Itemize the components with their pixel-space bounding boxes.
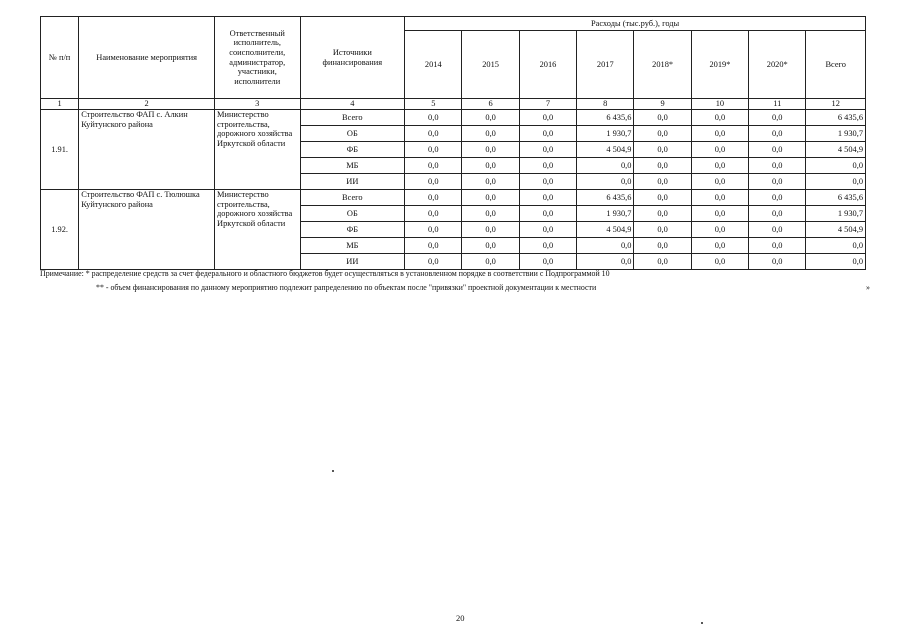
item-executor: Министерство строительства, дорожного хозяйства Иркутской области — [215, 110, 301, 190]
value-cell: 0,0 — [691, 142, 748, 158]
header-year: 2020* — [749, 31, 806, 99]
value-cell: 0,0 — [749, 206, 806, 222]
value-cell: 0,0 — [806, 238, 866, 254]
value-cell: 0,0 — [405, 238, 462, 254]
budget-table — [40, 16, 866, 270]
value-cell: 0,0 — [519, 222, 576, 238]
scan-speck — [332, 470, 334, 472]
value-cell: 0,0 — [634, 158, 691, 174]
value-cell: 0,0 — [519, 142, 576, 158]
value-cell: 1 930,7 — [577, 126, 634, 142]
value-cell: 0,0 — [691, 174, 748, 190]
column-number: 5 — [405, 99, 462, 110]
column-number: 7 — [519, 99, 576, 110]
value-cell: 0,0 — [519, 110, 576, 126]
value-cell: 0,0 — [691, 158, 748, 174]
value-cell: 0,0 — [462, 142, 519, 158]
header-expenses: Расходы (тыс.руб.), годы — [405, 17, 866, 31]
page-number: 20 — [456, 613, 465, 623]
value-cell: 0,0 — [749, 174, 806, 190]
value-cell: 0,0 — [634, 126, 691, 142]
value-cell: 0,0 — [577, 158, 634, 174]
header-year: 2018* — [634, 31, 691, 99]
header-executor: Ответственный исполнитель, соисполнители, администратор, участники, исполнители — [215, 17, 301, 99]
funding-source: ИИ — [300, 174, 405, 190]
value-cell: 0,0 — [691, 110, 748, 126]
value-cell: 0,0 — [634, 110, 691, 126]
funding-source: ИИ — [300, 254, 405, 270]
value-cell: 0,0 — [634, 190, 691, 206]
value-cell: 6 435,6 — [577, 110, 634, 126]
column-number: 8 — [577, 99, 634, 110]
value-cell: 0,0 — [634, 174, 691, 190]
value-cell: 0,0 — [749, 222, 806, 238]
header-year: 2017 — [577, 31, 634, 99]
value-cell: 6 435,6 — [806, 190, 866, 206]
value-cell: 0,0 — [462, 110, 519, 126]
value-cell: 0,0 — [806, 174, 866, 190]
column-number: 11 — [749, 99, 806, 110]
value-cell: 0,0 — [691, 254, 748, 270]
value-cell: 0,0 — [749, 190, 806, 206]
column-number: 1 — [41, 99, 79, 110]
value-cell: 0,0 — [462, 206, 519, 222]
value-cell: 0,0 — [749, 238, 806, 254]
value-cell: 0,0 — [749, 126, 806, 142]
table-row — [41, 110, 866, 126]
value-cell: 6 435,6 — [806, 110, 866, 126]
column-number: 10 — [691, 99, 748, 110]
value-cell: 4 504,9 — [577, 142, 634, 158]
item-number: 1.92. — [41, 190, 79, 270]
value-cell: 0,0 — [519, 206, 576, 222]
value-cell: 0,0 — [462, 126, 519, 142]
table-row — [41, 190, 866, 206]
value-cell: 0,0 — [691, 126, 748, 142]
funding-source: Всего — [300, 190, 405, 206]
value-cell: 0,0 — [749, 110, 806, 126]
funding-source: ОБ — [300, 206, 405, 222]
item-name: Строительство ФАП с. Тюлюшка Куйтунского района — [79, 190, 215, 270]
funding-source: МБ — [300, 158, 405, 174]
header-year: 2019* — [691, 31, 748, 99]
funding-source: ФБ — [300, 142, 405, 158]
header-year: Всего — [806, 31, 866, 99]
column-number: 12 — [806, 99, 866, 110]
value-cell: 0,0 — [462, 174, 519, 190]
funding-source: ФБ — [300, 222, 405, 238]
value-cell: 4 504,9 — [577, 222, 634, 238]
value-cell: 0,0 — [577, 174, 634, 190]
column-number: 3 — [215, 99, 301, 110]
header-name: Наименование мероприятия — [79, 17, 215, 99]
value-cell: 0,0 — [405, 110, 462, 126]
column-number: 6 — [462, 99, 519, 110]
header-num: № п/п — [41, 17, 79, 99]
column-number: 4 — [300, 99, 405, 110]
value-cell: 0,0 — [405, 190, 462, 206]
value-cell: 0,0 — [405, 254, 462, 270]
scan-speck — [701, 622, 703, 624]
value-cell: 0,0 — [691, 206, 748, 222]
value-cell: 0,0 — [519, 174, 576, 190]
value-cell: 0,0 — [405, 126, 462, 142]
item-executor: Министерство строительства, дорожного хозяйства Иркутской области — [215, 190, 301, 270]
funding-source: МБ — [300, 238, 405, 254]
value-cell: 0,0 — [462, 190, 519, 206]
value-cell: 0,0 — [634, 142, 691, 158]
closing-quote-mark: » — [866, 283, 870, 292]
value-cell: 0,0 — [634, 206, 691, 222]
value-cell: 1 930,7 — [806, 206, 866, 222]
value-cell: 0,0 — [806, 158, 866, 174]
value-cell: 0,0 — [806, 254, 866, 270]
value-cell: 0,0 — [634, 254, 691, 270]
value-cell: 0,0 — [405, 174, 462, 190]
value-cell: 0,0 — [462, 222, 519, 238]
header-year: 2015 — [462, 31, 519, 99]
value-cell: 0,0 — [405, 142, 462, 158]
value-cell: 1 930,7 — [577, 206, 634, 222]
value-cell: 0,0 — [634, 238, 691, 254]
value-cell: 0,0 — [519, 238, 576, 254]
value-cell: 0,0 — [691, 222, 748, 238]
item-number: 1.91. — [41, 110, 79, 190]
note-line-2: ** - объем финансирования по данному мероприятию подлежит рапределению по объектам после "привязки" проектной документации к местности — [96, 283, 597, 292]
value-cell: 4 504,9 — [806, 222, 866, 238]
value-cell: 1 930,7 — [806, 126, 866, 142]
value-cell: 0,0 — [691, 238, 748, 254]
value-cell: 0,0 — [462, 254, 519, 270]
note-line-1: Примечание: * распределение средств за счет федерального и областного бюджетов будет осуществляться в установленном порядке в соответствии с Подпрограммой 10 — [40, 269, 610, 278]
header-year: 2016 — [519, 31, 576, 99]
value-cell: 0,0 — [519, 126, 576, 142]
value-cell: 0,0 — [462, 238, 519, 254]
value-cell: 0,0 — [519, 158, 576, 174]
value-cell: 0,0 — [519, 190, 576, 206]
value-cell: 0,0 — [577, 254, 634, 270]
value-cell: 0,0 — [405, 206, 462, 222]
value-cell: 0,0 — [749, 254, 806, 270]
value-cell: 0,0 — [405, 222, 462, 238]
value-cell: 0,0 — [577, 238, 634, 254]
value-cell: 0,0 — [691, 190, 748, 206]
value-cell: 4 504,9 — [806, 142, 866, 158]
value-cell: 0,0 — [749, 158, 806, 174]
value-cell: 0,0 — [462, 158, 519, 174]
value-cell: 0,0 — [749, 142, 806, 158]
value-cell: 6 435,6 — [577, 190, 634, 206]
header-source: Источники финансирования — [300, 17, 405, 99]
funding-source: Всего — [300, 110, 405, 126]
funding-source: ОБ — [300, 126, 405, 142]
value-cell: 0,0 — [634, 222, 691, 238]
column-number: 2 — [79, 99, 215, 110]
value-cell: 0,0 — [519, 254, 576, 270]
column-number: 9 — [634, 99, 691, 110]
header-year: 2014 — [405, 31, 462, 99]
item-name: Строительство ФАП с. Алкин Куйтунского района — [79, 110, 215, 190]
value-cell: 0,0 — [405, 158, 462, 174]
